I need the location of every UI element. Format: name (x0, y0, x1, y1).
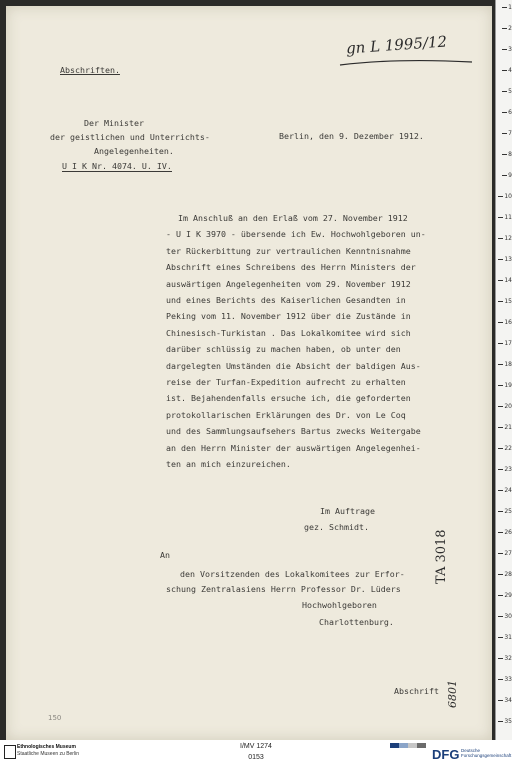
ruler-tick: 11 (504, 214, 512, 221)
handwritten-file-number: gn L 1995/12 (345, 32, 448, 58)
ruler-tick: 14 (504, 277, 512, 284)
sender-line-1: Der Minister (84, 118, 144, 128)
body-line: Im Anschluß an den Erlaß vom 27. November 1912 (178, 213, 408, 223)
dfg-subtitle (461, 748, 511, 758)
dfg-logo: DFG (432, 747, 460, 762)
ruler-tick: 4 (508, 67, 512, 74)
ruler-tick: 33 (504, 676, 512, 683)
bottom-number: 6801 (446, 680, 459, 708)
ruler-tick: 29 (504, 592, 512, 599)
closing-signature: gez. Schmidt. (304, 522, 369, 532)
handwritten-underline (336, 56, 476, 70)
body-line: auswärtigen Angelegenheiten vom 29. November 1912 (166, 278, 411, 289)
color-calibration-icon (390, 743, 426, 748)
body-line: an den Herrn Minister der auswärtigen Angelegenhei- (166, 442, 421, 453)
margin-stamp: TA 3018 (434, 529, 449, 584)
ruler-tick: 19 (504, 382, 512, 389)
ruler-tick: 20 (504, 403, 512, 410)
body-line: ist. Bejahendenfalls ersuche ich, die geforderten (166, 393, 411, 404)
ruler-tick: 12 (504, 235, 512, 242)
ruler-tick: 13 (504, 256, 512, 263)
ruler-tick: 35 (504, 718, 512, 725)
addressee-line-3: Hochwohlgeboren (302, 600, 377, 610)
body-line: Peking vom 11. November 1912 über die Zustände in (166, 311, 411, 322)
ruler-tick: 15 (504, 298, 512, 305)
ruler-tick: 22 (504, 445, 512, 452)
letter-page (6, 6, 492, 740)
header-label: Abschriften. (60, 65, 120, 75)
body-line: - U I K 3970 - übersende ich Ew. Hochwohlgeboren un- (166, 229, 426, 240)
addressee-prefix: An (160, 550, 170, 560)
sender-line-3: Angelegenheiten. (94, 146, 174, 156)
body-line: und des Sammlungsaufsehers Bartus zwecks Weitergabe (166, 426, 421, 437)
page-number: 0153 (248, 754, 264, 761)
ruler-tick: 10 (504, 193, 512, 200)
archive-signature: I/MV 1274 (240, 743, 272, 750)
body-line: Abschrift eines Schreibens des Herrn Ministers der (166, 262, 416, 273)
closing-line-1: Im Auftrage (320, 506, 375, 516)
ruler-tick: 30 (504, 613, 512, 620)
ruler-tick: 2 (508, 25, 512, 32)
ruler-tick: 8 (508, 151, 512, 158)
addressee-line-4: Charlottenburg. (319, 617, 394, 627)
ruler-tick: 3 (508, 46, 512, 53)
sender-line-2: der geistlichen und Unterrichts- (50, 132, 210, 142)
ruler-tick: 17 (504, 340, 512, 347)
ruler-tick: 9 (508, 172, 512, 179)
body-line: und eines Berichts des Kaiserlichen Gesandten in (166, 295, 406, 305)
body-line: protokollarischen Erklärungen des Dr. von Le Coq (166, 409, 406, 420)
ruler-tick: 6 (508, 109, 512, 116)
body-line: ter Rückerbittung zur vertraulichen Kenntnisnahme (166, 245, 411, 256)
ruler-tick: 26 (504, 529, 512, 536)
ruler-tick: 27 (504, 550, 512, 557)
ruler-tick: 24 (504, 487, 512, 494)
addressee-line-2: schung Zentralasiens Herrn Professor Dr. Lüders (166, 584, 401, 594)
ruler-tick: 1 (508, 4, 512, 11)
institution-subtitle: Staatliche Museen zu Berlin (17, 751, 79, 757)
ruler-tick: 7 (508, 130, 512, 137)
body-line: reise der Turfan-Expedition aufrecht zu erhalten (166, 377, 406, 387)
ruler-tick: 21 (504, 424, 512, 431)
ruler-tick: 16 (504, 319, 512, 326)
place-date: Berlin, den 9. Dezember 1912. (279, 131, 424, 141)
body-line: dargelegten Umständen die Absicht der baldigen Aus- (166, 360, 421, 371)
body-line: darüber schlüssig zu machen haben, ob unter den (166, 344, 401, 355)
body-line: Chinesisch-Turkistan . Das Lokalkomitee wird sich (166, 327, 411, 338)
dfg-subtitle-line-1: Deutsche (461, 748, 481, 753)
dfg-subtitle-line-2: Forschungsgemeinschaft (461, 753, 512, 758)
pencil-note: 150 (48, 714, 62, 722)
addressee-line-1: den Vorsitzenden des Lokalkomitees zur Erfor- (180, 569, 405, 579)
body-line: ten an mich einzureichen. (166, 459, 291, 469)
ruler-tick: 31 (504, 634, 512, 641)
ruler-tick: 18 (504, 361, 512, 368)
ruler-tick: 34 (504, 697, 512, 704)
footer-note: Abschrift (394, 686, 439, 696)
ruler-tick: 28 (504, 571, 512, 578)
ruler-tick: 23 (504, 466, 512, 473)
scale-ruler (495, 0, 512, 740)
institution-name: Ethnologisches Museum (17, 744, 76, 750)
archive-footer (0, 740, 512, 773)
ruler-tick: 5 (508, 88, 512, 95)
ruler-tick: 32 (504, 655, 512, 662)
ruler-tick: 25 (504, 508, 512, 515)
reference-number: U I K Nr. 4074. U. IV. (62, 161, 172, 171)
